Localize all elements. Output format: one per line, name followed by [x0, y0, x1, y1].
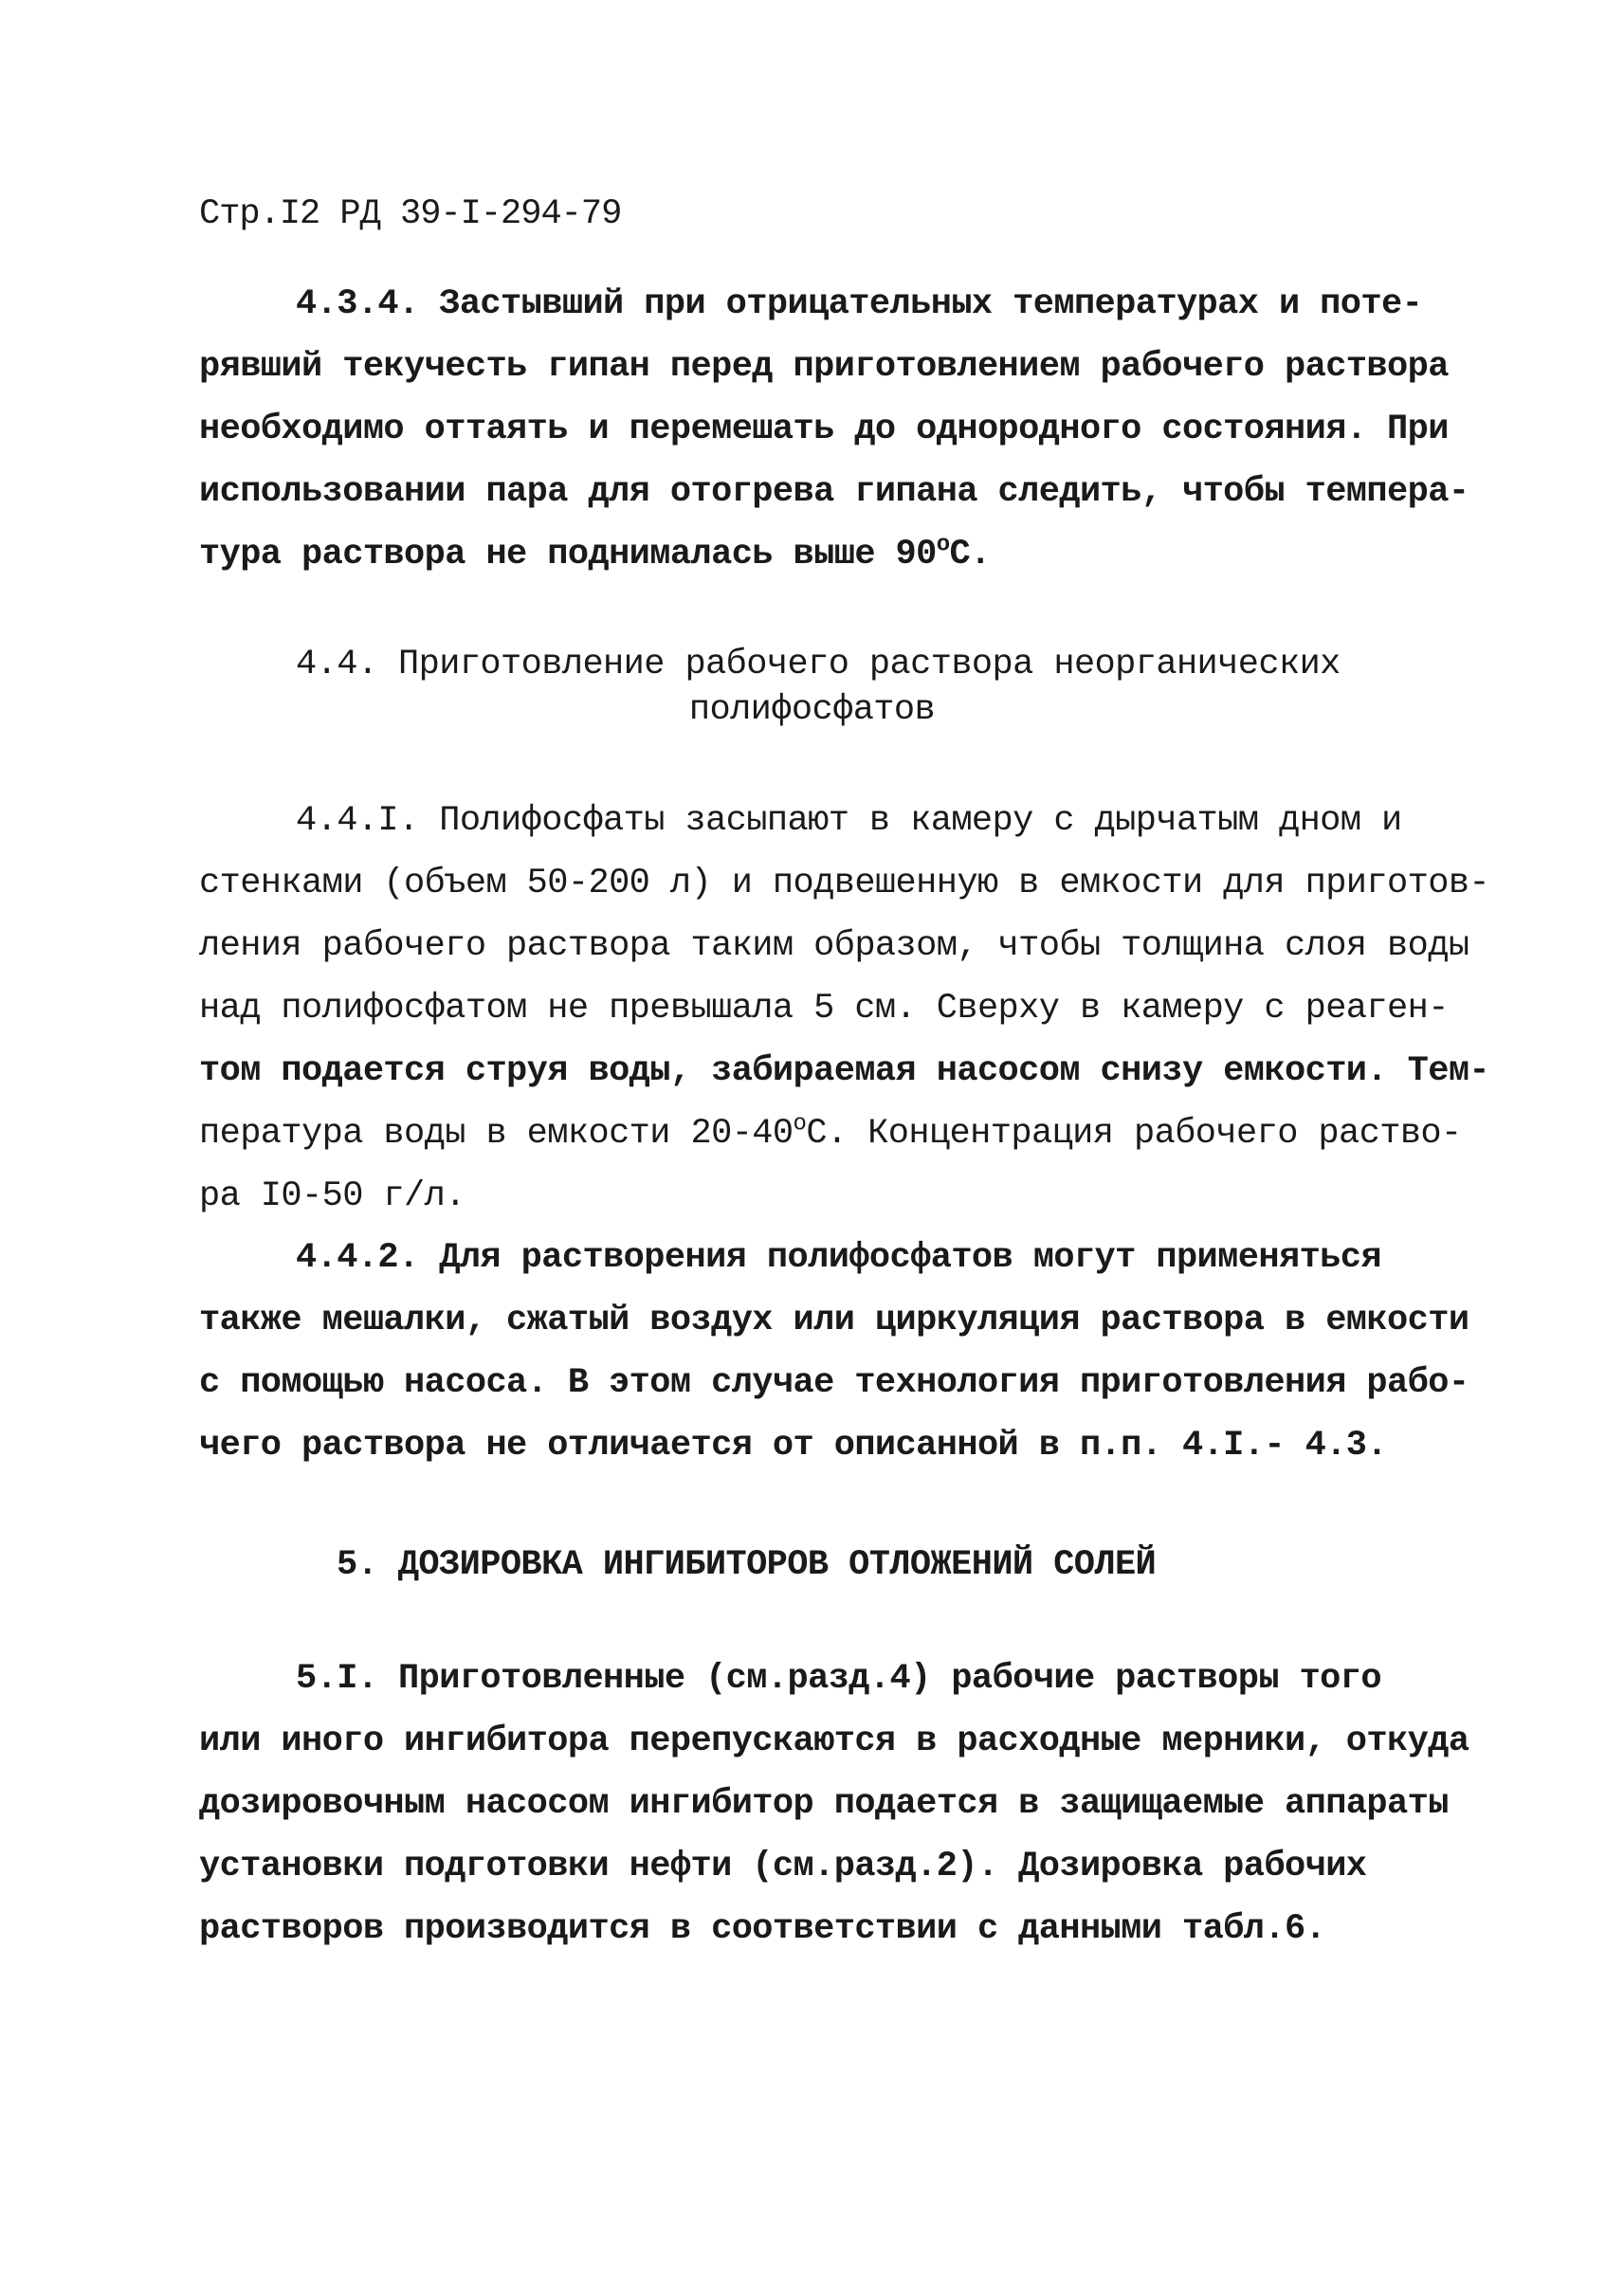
paragraph-4-4-1-line: 4.4.I. Полифосфаты засыпают в камеру с дырчатым дном и	[296, 801, 1402, 841]
paragraph-4-4-1-line: ления рабочего раствора таким образом, чтобы толщина слоя воды	[199, 926, 1469, 966]
paragraph-4-3-4-line: рявший текучесть гипан перед приготовлением рабочего раствора	[199, 347, 1449, 387]
paragraph-4-4-1-line: том подается струя воды, забираемая насосом снизу емкости. Тем-	[199, 1051, 1490, 1091]
text-segment: пература воды в емкости 20-40	[199, 1114, 794, 1154]
paragraph-4-3-4-line	[199, 532, 991, 574]
paragraph-4-4-1-line: над полифосфатом не превышала 5 см. Сверху в камеру с реаген-	[199, 989, 1449, 1029]
paragraph-5-1-line: растворов производится в соответствии с данными табл.6.	[199, 1909, 1326, 1949]
section-4-4-title-line1: 4.4. Приготовление рабочего раствора неорганических	[296, 645, 1341, 684]
text-segment: тура раствора не поднималась выше 90	[199, 535, 937, 574]
paragraph-5-1-line: 5.I. Приготовленные (см.разд.4) рабочие растворы того	[296, 1659, 1381, 1699]
paragraph-4-4-2-line: с помощью насоса. В этом случае технология приготовления рабо-	[199, 1363, 1469, 1403]
degree-sign: о	[793, 1111, 807, 1138]
paragraph-4-4-1-line: ра I0-50 г/л.	[199, 1176, 465, 1216]
paragraph-4-4-1-line: стенками (объем 50-200 л) и подвешенную в емкости для приготов-	[199, 864, 1490, 903]
section-4-4-title-line2: полифосфатов	[688, 690, 936, 730]
paragraph-4-4-2-line: чего раствора не отличается от описанной в п.п. 4.I.- 4.3.	[199, 1426, 1388, 1466]
paragraph-5-1-line: или иного ингибитора перепускаются в расходные мерники, откуда	[199, 1721, 1469, 1761]
degree-sign: о	[936, 532, 950, 558]
paragraph-4-4-2-line: также мешалки, сжатый воздух или циркуляция раствора в емкости	[199, 1301, 1469, 1340]
page-header: Стр.I2 РД 39-I-294-79	[199, 194, 622, 234]
paragraph-4-3-4-line: использовании пара для отогрева гипана следить, чтобы темпера-	[199, 472, 1469, 512]
paragraph-4-4-2-line: 4.4.2. Для растворения полифосфатов могут применяться	[296, 1238, 1381, 1278]
paragraph-4-3-4-line: 4.3.4. Застывший при отрицательных температурах и поте-	[296, 284, 1423, 324]
section-5-title: 5. ДОЗИРОВКА ИНГИБИТОРОВ ОТЛОЖЕНИЙ СОЛЕЙ	[337, 1545, 1157, 1585]
text-segment: С.	[949, 535, 991, 574]
text-segment: С. Концентрация рабочего раство-	[806, 1114, 1462, 1154]
paragraph-4-4-1-line	[199, 1111, 1462, 1154]
paragraph-5-1-line: дозировочным насосом ингибитор подается в защищаемые аппараты	[199, 1784, 1449, 1824]
paragraph-4-3-4-line: необходимо оттаять и перемешать до однородного состояния. При	[199, 410, 1449, 449]
paragraph-5-1-line: установки подготовки нефти (см.разд.2). Дозировка рабочих	[199, 1847, 1367, 1886]
